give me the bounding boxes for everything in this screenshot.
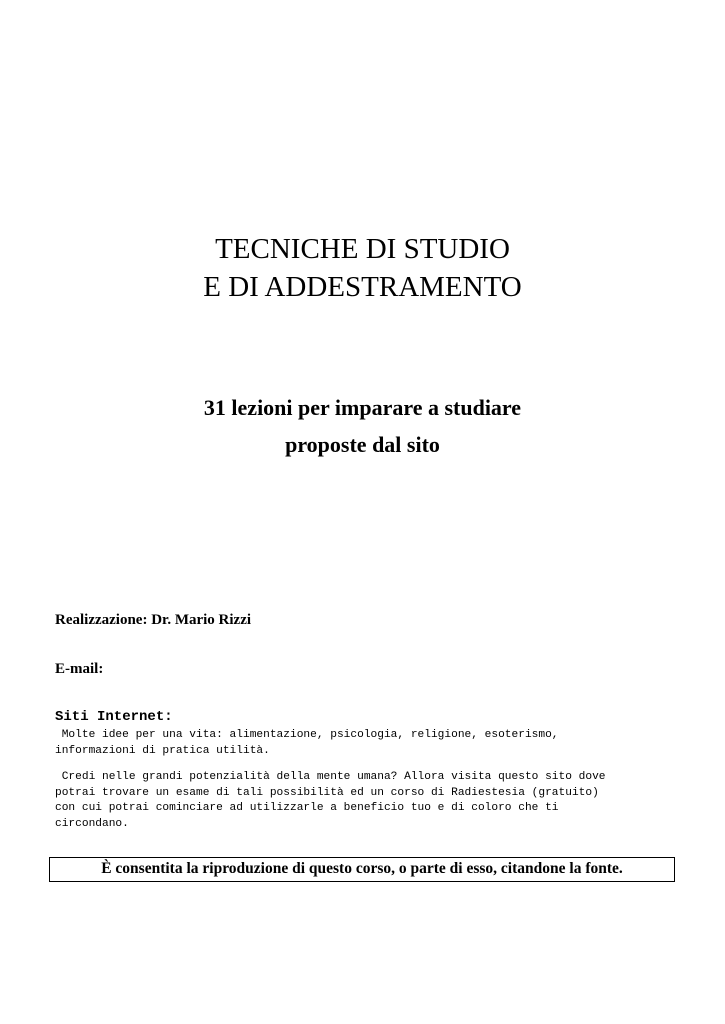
title-line-1: TECNICHE DI STUDIO [215, 233, 510, 265]
sites-label: Siti Internet: [55, 709, 173, 725]
site-description-2-line-3: con cui potrai cominciare ad utilizzarle a beneficio tuo e di coloro che ti [55, 802, 559, 814]
subtitle-line-1: 31 lezioni per imparare a studiare [203, 395, 522, 420]
subtitle-line-2: proposte dal sito [285, 432, 440, 457]
site-description-1 [55, 728, 559, 759]
document-title [0, 230, 725, 306]
document-subtitle [0, 389, 725, 463]
site-description-2 [55, 770, 606, 832]
email-label: E-mail: [55, 661, 104, 677]
site-description-1-line-1: Molte idee per una vita: alimentazione, psicologia, religione, esoterismo, [55, 729, 559, 741]
site-description-2-line-4: circondano. [55, 817, 129, 830]
site-description-2-line-1: Credi nelle grandi potenzialità della mente umana? Allora visita questo sito dove [55, 771, 606, 783]
reproduction-notice: È consentita la riproduzione di questo corso, o parte di esso, citandone la fonte. [49, 857, 675, 882]
title-line-2: E DI ADDESTRAMENTO [203, 271, 522, 303]
site-description-2-line-2: potrai trovare un esame di tali possibilità ed un corso di Radiestesia (gratuito) [55, 786, 599, 799]
author-credit: Realizzazione: Dr. Mario Rizzi [55, 612, 252, 628]
site-description-1-line-2: informazioni di pratica utilità. [55, 744, 270, 757]
